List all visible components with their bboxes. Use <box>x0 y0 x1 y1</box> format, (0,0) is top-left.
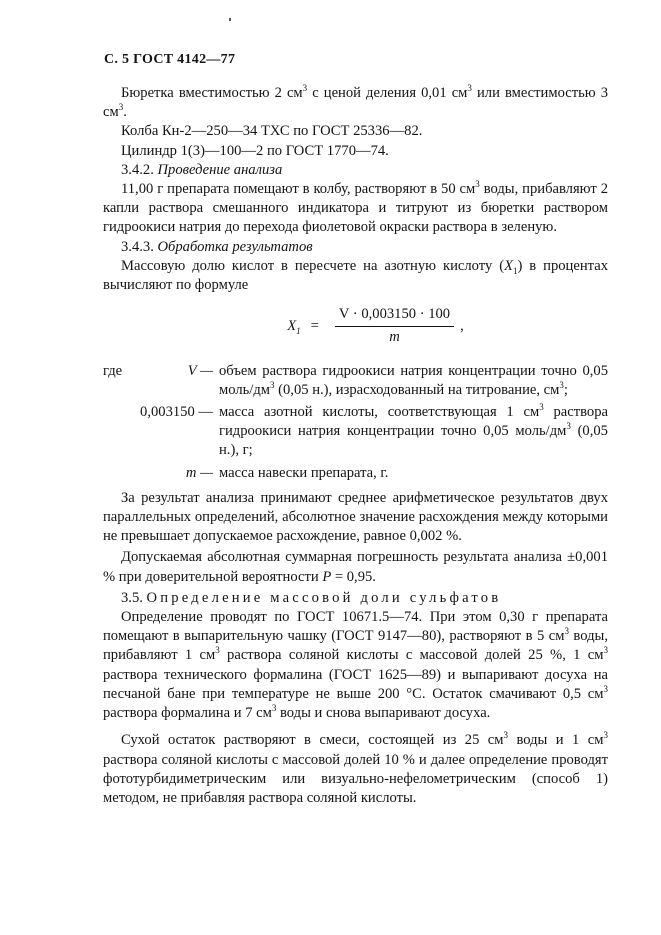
formula-denominator: m <box>389 329 400 346</box>
definitions-list <box>103 362 608 483</box>
document-body <box>103 84 608 808</box>
definition-m: m — масса навески препарата, г. <box>185 464 389 481</box>
paragraph-analysis: 11,00 г препарата помещают в колбу, растворяют в 50 $см^3$ воды, прибавляют 2 капли раствора смешанного индикатора и титруют из бюретки раствором гидроокиси натрия до перехода фиолетовой окраски раствора в зеленую. <box>103 179 608 236</box>
page-header: С. 5 ГОСТ 4142—77 <box>104 52 236 67</box>
paragraph-dry-residue: Сухой остаток растворяют в смеси, состоящей из 25 $см^3$ воды и 1 $см^3$ раствора соляной кислоты с массовой долей 10 % и далее определение проводят фототурбидиметрическим или визуально-нефелометрическим (способ 1) методом, не прибавляя раствора соляной кислоты. <box>103 730 609 806</box>
formula-comma: , <box>460 317 464 334</box>
paragraph-result: За результат анализа принимают среднее арифметическое результатов двух параллельных определений, абсолютное значение расхождения между которыми не превышает допускаемое расхождение, равное 0,002 %. <box>103 489 608 545</box>
paragraph-burette: Бюретка вместимостью 2 $см^3$ с ценой деления 0,01 $см^3$ или вместимостью 3 $см^3$. <box>103 83 608 121</box>
formula-lhs: $X_1$ <box>287 317 301 336</box>
paragraph-error: Допускаемая абсолютная суммарная погрешность результата анализа ±0,001 % при доверительной вероятности P = 0,95. <box>103 549 608 585</box>
paragraph-formula-intro: Массовую долю кислот в пересчете на азотную кислоту $(X_1)$ в процентах вычисляют по формуле <box>103 257 608 294</box>
paragraph-sulfates: Определение проводят по ГОСТ 10671.5—74. При этом 0,30 г препарата помещают в выпарительную чашку (ГОСТ 9147—80), растворяют в 5 $см^3$ воды, прибавляют 1 $см^3$ раствора соляной кислоты с массовой долей 25 %, 1 $см^3$ раствора технического формалина (ГОСТ 1625—89) и выпаривают досуха на песчаной бане при температуре не выше 200 °С. Остаток смачивают 0,5 $см^3$ раствора формалина и 7 $см^3$ воды и снова выпаривают досуха. <box>103 609 608 722</box>
definition-coefficient: 0,003150 — масса азотной кислоты, соответствующая 1 $см^3$ раствора гидроокиси натрия концентрации точно 0,05 моль/$дм^3$ (0,05 н.), г; <box>140 402 608 459</box>
section-heading-3-5: 3.5. Определение массовой доли сульфатов <box>121 589 502 606</box>
section-heading-3-4-2: 3.4.2. Проведение анализа <box>121 161 283 178</box>
paragraph-flask: Колба Кн-2—250—34 ТХС по ГОСТ 25336—82. <box>121 123 423 140</box>
formula <box>103 305 608 347</box>
paragraph-cylinder: Цилиндр 1(3)—100—2 по ГОСТ 1770—74. <box>121 142 389 159</box>
formula-equals: = <box>310 317 319 334</box>
scan-speck <box>229 18 231 21</box>
section-heading-3-4-3: 3.4.3. Обработка результатов <box>121 238 313 255</box>
formula-fraction <box>335 305 454 347</box>
definition-v: где V — объем раствора гидроокиси натрия концентрации точно 0,05 моль/$дм^3$ (0,05 н.), израсходованный на титрование, $см^3$; <box>103 362 608 398</box>
formula-numerator: V · 0,003150 · 100 <box>335 305 454 327</box>
